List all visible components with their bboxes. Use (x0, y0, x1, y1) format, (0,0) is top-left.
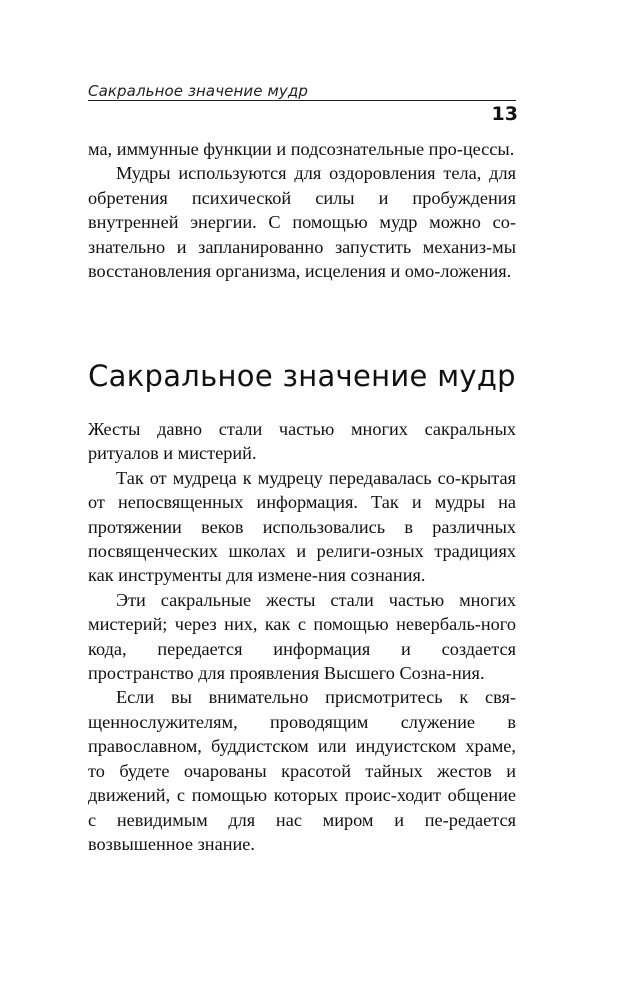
paragraph: Мудры используются для оздоровления тела, для обретения психической силы и пробуждения внутренней энергии. С помощью мудр можно со-знательно и запланированно запустить механиз-мы восстановления организма, исцеления и омо-ложения. (88, 163, 516, 282)
paragraph: Так от мудреца к мудрецу передавалась со-крытая от непосвященных информация. Так и мудры на протяжении веков использовались в различных посвященческих школах и религи-озных традициях как инструменты для измене-ния сознания. (88, 467, 516, 586)
text-block-bottom (88, 417, 516, 856)
header-rule (88, 100, 516, 101)
paragraph-continuation: ма, иммунные функции и подсознательные про-цессы. (88, 139, 515, 159)
running-head: Сакральное значение мудр (88, 82, 308, 100)
page-number: 13 (491, 103, 518, 125)
text-block-top (88, 137, 516, 283)
paragraph: Эти сакральные жесты стали частью многих мистерий; через них, как с помощью невербаль-ного кода, передается информация и создается пространство для проявления Высшего Созна-ния. (88, 589, 516, 684)
paragraph: Если вы внимательно присмотритесь к свя-щеннослужителям, проводящим служение в православном, буддистском или индуистском храме, то будете очарованы красотой тайных жестов и движений, с помощью которых проис-ходит общение с невидимым для нас миром и пе-редается возвышенное знание. (88, 687, 516, 854)
section-heading: Сакральное значение мудр (88, 359, 516, 393)
paragraph: Жесты давно стали частью многих сакральных ритуалов и мистерий. (88, 419, 516, 464)
